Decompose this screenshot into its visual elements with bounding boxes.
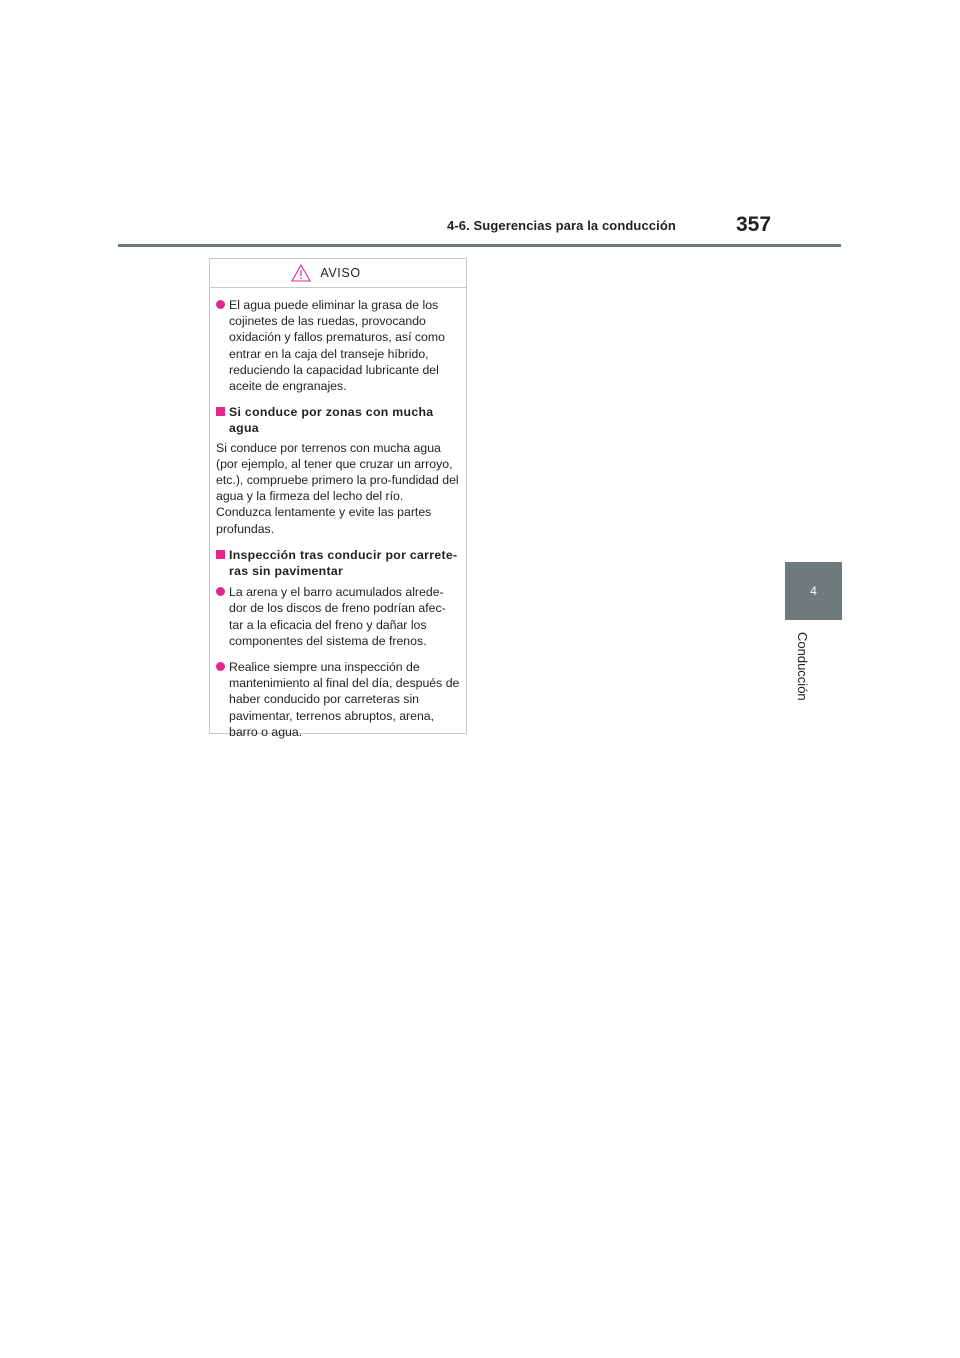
paragraph-water-areas: Si conduce por terrenos con mucha agua (por ejemplo, al tener que cruzar un arroyo, etc.), compruebe primero la pro-fundidad del agua y la firmeza del lecho del río. Conduzca lentamente y evite las partes profundas. (216, 440, 459, 536)
warning-title: AVISO (320, 266, 361, 280)
chapter-label: Conducción (795, 632, 810, 701)
warning-header (210, 259, 466, 288)
heading-unpaved-inspection: Inspección tras conducir por carrete-ras sin pavimentar (216, 547, 460, 579)
warning-body (210, 288, 466, 740)
page-number: 357 (736, 213, 772, 236)
warning-triangle-icon (291, 264, 311, 282)
warning-box (209, 258, 467, 739)
warning-bullet-brake-discs: La arena y el barro acumulados alrede-dor de los discos de freno podrían afec-tar a la eficacia del freno y dañar los componentes del sistema de frenos. (216, 584, 460, 649)
section-title: 4-6. Sugerencias para la conducción (447, 218, 676, 233)
warning-bullet-water-grease: El agua puede eliminar la grasa de los cojinetes de las ruedas, provocando oxidación y fallos prematuros, así como entrar en la caja del transeje híbrido, reduciendo la capacidad lubricante del aceite de engranajes. (216, 297, 460, 394)
heading-water-areas: Si conduce por zonas con mucha agua (216, 404, 460, 436)
chapter-tab (785, 562, 842, 620)
warning-bullet-maintenance: Realice siempre una inspección de mantenimiento al final del día, después de haber conducido por carreteras sin pavimentar, terrenos abruptos, arena, barro o agua. (216, 659, 460, 740)
chapter-number: 4 (810, 584, 817, 598)
header-divider (118, 244, 841, 247)
